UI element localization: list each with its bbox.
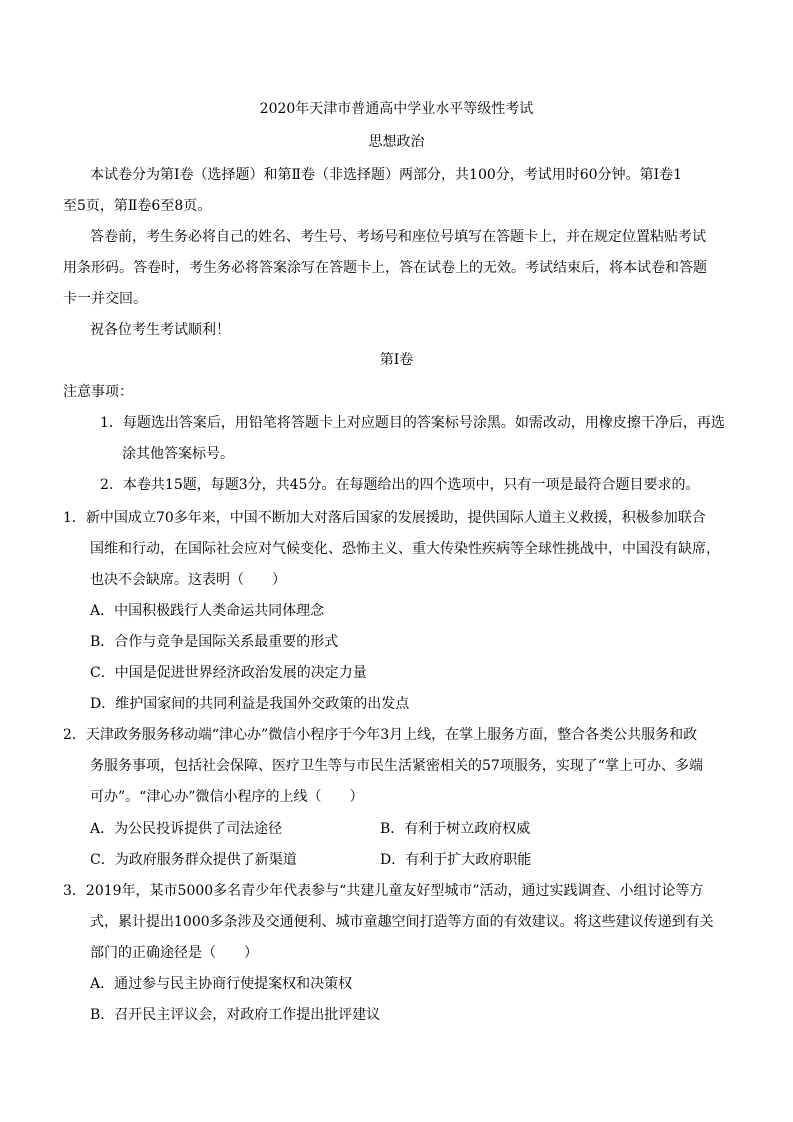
intro-good-luck: 祝各位考生考试顺利！: [90, 322, 230, 338]
intro-paragraph-2-line-2: 用条形码。答卷时，考生务必将答案涂写在答题卡上，答在试卷上的无效。考试结束后，将本试卷和答题: [63, 260, 707, 276]
question-2-option-d: D．有利于扩大政府职能: [380, 852, 532, 868]
question-1-line-2: 国维和行动，在国际社会应对气候变化、恐怖主义、重大传染性疾病等全球性挑战中，中国没有缺席，: [90, 541, 720, 557]
question-1-option-d: D．维护国家间的共同利益是我国外交政策的出发点: [90, 696, 410, 712]
question-2-line-1: 2．天津政务服务移动端“津心办”微信小程序于今年3月上线，在掌上服务方面，整合各类公共服务和政: [63, 727, 698, 743]
question-1-line-1: 1．新中国成立70多年来，中国不断加大对落后国家的发展援助，提供国际人道主义救援，积极参加联合: [63, 510, 706, 526]
intro-paragraph-1-line-1: 本试卷分为第Ⅰ卷（选择题）和第Ⅱ卷（非选择题）两部分，共100分，考试用时60分钟。第Ⅰ卷1: [90, 167, 683, 183]
question-1-option-b: B．合作与竞争是国际关系最重要的形式: [90, 634, 339, 650]
volume-1-title: 第Ⅰ卷: [379, 352, 414, 368]
intro-paragraph-2-line-3: 卡一并交回。: [63, 291, 147, 307]
note-1-line-1: 1．每题选出答案后，用铅笔将答题卡上对应题目的答案标号涂黑。如需改动，用橡皮擦干净后，再选: [100, 415, 725, 431]
question-1-option-a: A．中国积极践行人类命运共同体理念: [90, 603, 325, 619]
notes-heading: 注意事项：: [63, 384, 133, 400]
question-2-option-c: C．为政府服务群众提供了新渠道: [90, 852, 297, 868]
exam-title: 2020年天津市普通高中学业水平等级性考试: [259, 101, 534, 117]
question-2-line-2: 务服务事项，包括社会保障、医疗卫生等与市民生活紧密相关的57项服务，实现了“掌上可办、多端: [90, 758, 703, 774]
question-1-line-3: 也决不会缺席。这表明（ ）: [90, 572, 286, 588]
question-3-option-b: B．召开民主评议会，对政府工作提出批评建议: [90, 1007, 381, 1023]
exam-subject: 思想政治: [368, 134, 425, 150]
question-2-option-a: A．为公民投诉提供了司法途径: [90, 821, 283, 837]
intro-paragraph-1-line-2: 至5页，第Ⅱ卷6至8页。: [63, 198, 212, 214]
question-3-line-3: 部门的正确途径是（ ）: [90, 945, 258, 961]
question-2-option-b: B．有利于树立政府权威: [380, 821, 531, 837]
question-2-line-3: 可办”。“津心办”微信小程序的上线（ ）: [90, 789, 364, 805]
question-3-line-1: 3．2019年，某市5000多名青少年代表参与“共建儿童友好型城市”活动，通过实践调查、小组讨论等方: [63, 883, 704, 899]
note-2: 2．本卷共15题，每题3分，共45分。在每题给出的四个选项中，只有一项是最符合题目要求的。: [100, 477, 700, 493]
note-1-line-2: 涂其他答案标号。: [122, 446, 234, 462]
intro-paragraph-2-line-1: 答卷前，考生务必将自己的姓名、考生号、考场号和座位号填写在答题卡上，并在规定位置粘贴考试: [90, 229, 706, 245]
question-3-option-a: A．通过参与民主协商行使提案权和决策权: [90, 976, 353, 992]
question-3-line-2: 式，累计提出1000多条涉及交通便利、城市童趣空间打造等方面的有效建议。将这些建议传递到有关: [90, 914, 714, 930]
question-1-option-c: C．中国是促进世界经济政治发展的决定力量: [90, 665, 367, 681]
